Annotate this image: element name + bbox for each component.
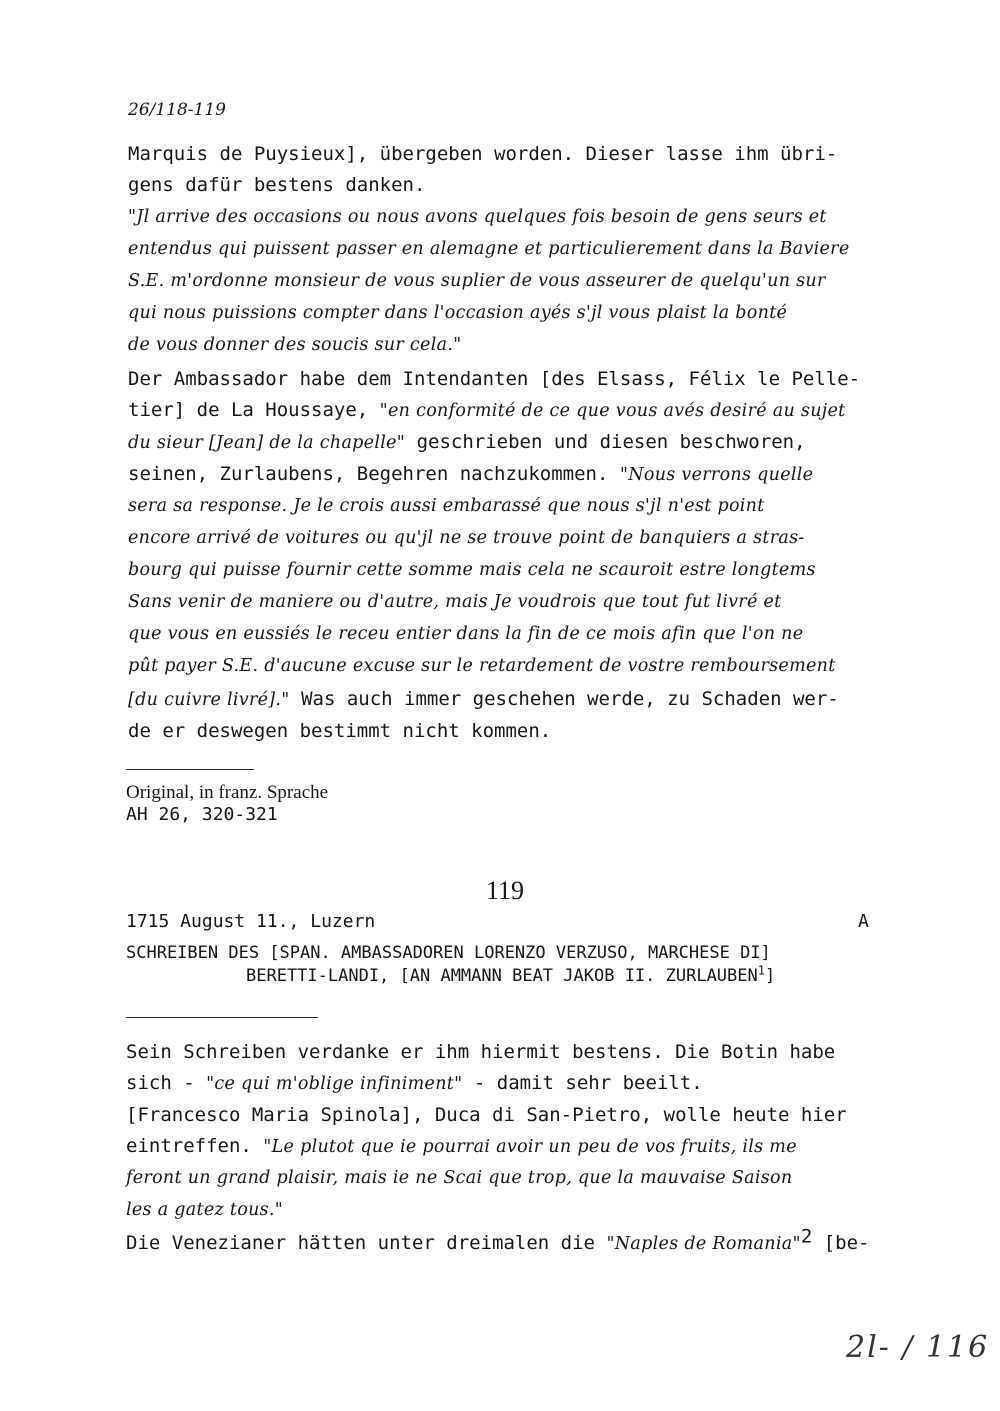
footnote-mark: 1 xyxy=(757,963,765,978)
quote-line: S.E. m'ordonne monsieur de vous suplier de vous asseurer de quelqu'un sur xyxy=(128,271,826,291)
mixed-line xyxy=(126,1225,870,1254)
mixed-line xyxy=(126,1135,797,1157)
mixed-line xyxy=(128,688,839,710)
source-note-line: AH 26, 320-321 xyxy=(126,804,278,825)
text-span: eintreffen. xyxy=(126,1135,264,1157)
mixed-line xyxy=(128,463,813,485)
text-span: Die Venezianer hätten unter dreimalen die xyxy=(126,1232,607,1254)
quote-line: Sans venir de maniere ou d'autre, mais Je voudrois que tout fut livré et xyxy=(128,592,782,612)
quote-line: pût payer S.E. d'aucune excuse sur le retardement de vostre remboursement xyxy=(128,656,836,676)
note-separator xyxy=(126,769,254,770)
quote-span: "Le plutot que ie pourrai avoir un peu de vos fruits, ils me xyxy=(263,1137,797,1157)
quote-span: [du cuivre livré]." xyxy=(128,690,290,710)
quote-span: "en conformité de ce que vous avés desiré au sujet xyxy=(379,401,846,421)
text-line: Sein Schreiben verdanke er ihm hiermit bestens. Die Botin habe xyxy=(126,1041,836,1063)
text-line: [Francesco Maria Spinola], Duca di San-Pietro, wolle heute hier xyxy=(126,1104,847,1126)
text-span: seinen, Zurlaubens, Begehren nachzukommen. xyxy=(128,463,620,485)
text-line: gens dafür bestens danken. xyxy=(128,174,426,196)
text-line: de er deswegen bestimmt nicht kommen. xyxy=(128,720,552,742)
footnote-mark: 2 xyxy=(800,1225,813,1248)
quote-span: "Nous verrons quelle xyxy=(619,465,814,485)
quote-line: bourg qui puisse fournir cette somme mais cela ne scauroit estre longtems xyxy=(128,560,816,580)
text-line: Marquis de Puysieux], übergeben worden. Dieser lasse ihm übri- xyxy=(128,143,838,165)
quote-line: que vous en eussiés le receu entier dans la fin de ce mois afin que l'on ne xyxy=(128,624,804,644)
text-span: sich - xyxy=(126,1072,207,1094)
text-span: - damit sehr beeilt. xyxy=(462,1072,703,1094)
quote-line: "Jl arrive des occasions ou nous avons quelques fois besoin de gens seurs et xyxy=(128,207,827,227)
title-span: BERETTI-LANDI, [AN AMMANN BEAT JAKOB II. ZURLAUBEN xyxy=(246,966,758,986)
entry-title-line xyxy=(246,963,776,986)
entry-title-line: SCHREIBEN DES [SPAN. AMBASSADOREN LORENZO VERZUSO, MARCHESE DI] xyxy=(126,943,771,963)
quote-span: "Naples de Romania" xyxy=(606,1234,801,1254)
quote-line: qui nous puissions compter dans l'occasion ayés s'jl vous plaist la bonté xyxy=(128,303,788,323)
text-span: [be- xyxy=(812,1232,870,1254)
mixed-line xyxy=(128,399,845,421)
quote-line: feront un grand plaisir, mais ie ne Scai que trop, que la mauvaise Saison xyxy=(126,1168,793,1188)
text-span: geschrieben und diesen beschworen, xyxy=(405,431,806,453)
quote-span: "ce qui m'oblige infiniment" xyxy=(206,1074,463,1094)
archive-page-mark: 2l- / 116 xyxy=(846,1330,990,1365)
text-span: Was auch immer geschehen werde, zu Schaden wer- xyxy=(289,688,839,710)
quote-line: encore arrivé de voitures ou qu'jl ne se trouve point de banquiers a stras- xyxy=(128,528,805,548)
title-separator xyxy=(126,1017,318,1018)
page-reference: 26/118-119 xyxy=(128,100,226,120)
text-line: Der Ambassador habe dem Intendanten [des Elsass, Félix le Pelle- xyxy=(128,368,861,390)
entry-letter: A xyxy=(858,911,869,932)
quote-line: de vous donner des soucis sur cela." xyxy=(128,335,462,355)
mixed-line xyxy=(128,431,806,453)
quote-line: sera sa response. Je le crois aussi embarassé que nous s'jl n'est point xyxy=(128,496,765,516)
quote-span: du sieur [Jean] de la chapelle" xyxy=(128,433,406,453)
entry-number: 119 xyxy=(486,876,525,905)
quote-line: entendus qui puissent passer en alemagne et particulierement dans la Baviere xyxy=(128,239,850,259)
entry-date-place: 1715 August 11., Luzern xyxy=(126,911,376,932)
mixed-line xyxy=(126,1072,703,1094)
quote-line: les a gatez tous." xyxy=(126,1200,284,1220)
text-span: tier] de La Houssaye, xyxy=(128,399,380,421)
source-note-line: Original, in franz. Sprache xyxy=(126,782,329,803)
title-span: ] xyxy=(764,966,776,986)
